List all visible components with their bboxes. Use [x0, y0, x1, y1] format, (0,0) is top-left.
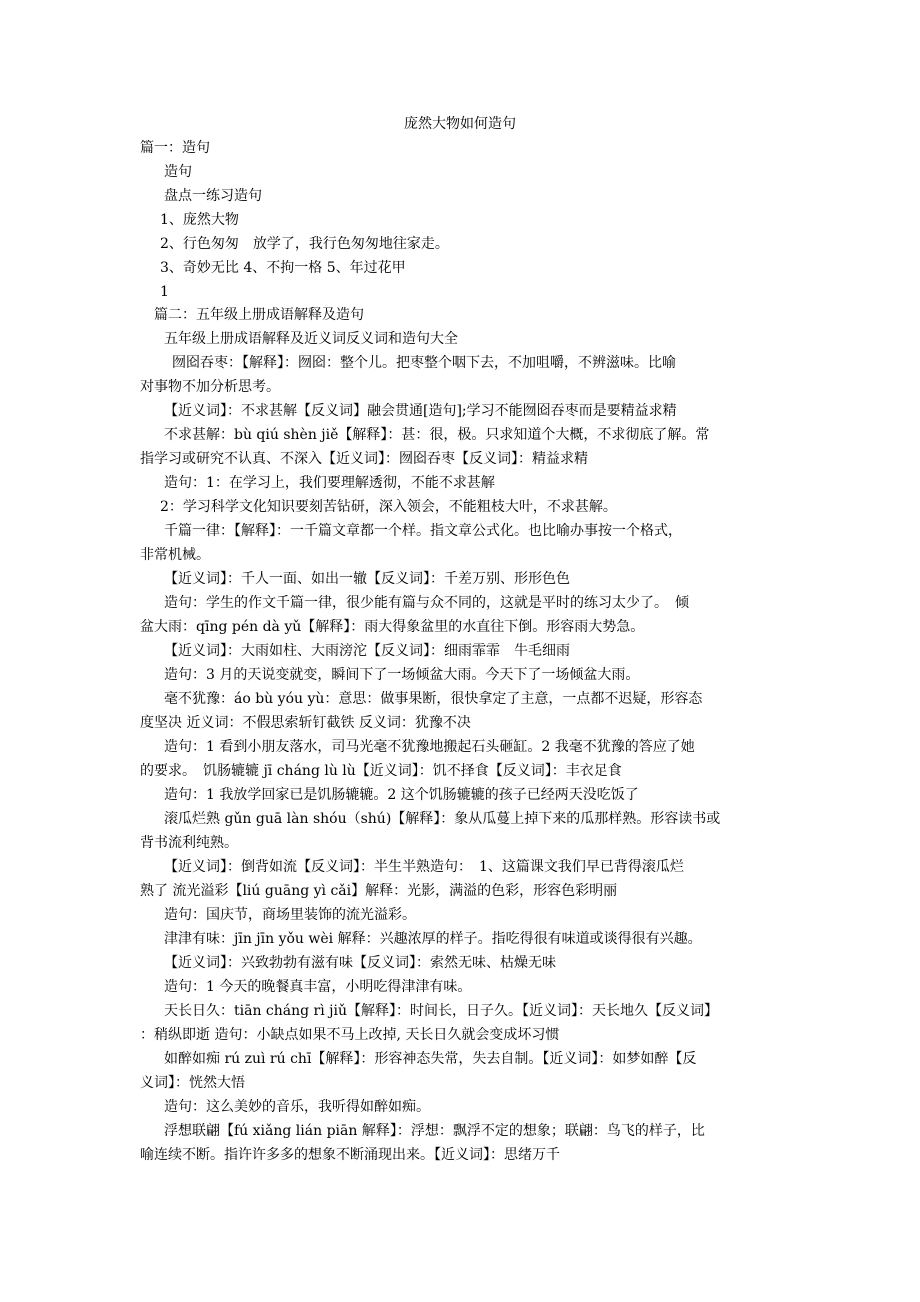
text-line: 造句：国庆节，商场里装饰的流光溢彩。	[164, 907, 416, 923]
text-line: 造句：3 月的天说变就变，瞬间下了一场倾盆大雨。今天下了一场倾盆大雨。	[164, 667, 640, 683]
text-line: 非常机械。	[140, 547, 210, 563]
text-line: 浮想联翩【fú xiǎng lián piān 解释】：浮想：飘浮不定的想象；联翩：鸟飞的样子，比	[164, 1123, 705, 1139]
text-line: 义词】：恍然大悟	[140, 1075, 245, 1091]
text-line: 2：学习科学文化知识要刻苦钻研，深入领会，不能粗枝大叶，不求甚解。	[160, 499, 617, 515]
text-line: 【近义词】：兴致勃勃有滋有味【反义词】：索然无味、枯燥无味	[164, 955, 556, 971]
text-line: 1、庞然大物	[160, 212, 239, 228]
text-line: 熟了 流光溢彩【liú guāng yì cǎi】解释：光影，满溢的色彩，形容色彩明丽	[140, 883, 618, 899]
text-line: 度坚决 近义词：不假思索斩钉截铁 反义词：犹豫不决	[140, 715, 471, 731]
text-line: 篇一：造句	[140, 140, 210, 156]
text-line: 3、奇妙无比 4、不拘一格 5、年过花甲	[160, 260, 406, 276]
text-line: 背书流利纯熟。	[140, 835, 238, 851]
text-line: 五年级上册成语解释及近义词反义词和造句大全	[164, 331, 458, 347]
text-line: 喻连续不断。指许许多多的想象不断涌现出来。【近义词】：思绪万千	[140, 1147, 560, 1163]
text-line: 造句：1 我放学回家已是饥肠辘辘。2 这个饥肠辘辘的孩子已经两天没吃饭了	[164, 787, 639, 803]
text-line: 如醉如痴 rú zuì rú chī【解释】：形容神态失常，失去自制。【近义词】：如梦如醉【反	[164, 1051, 697, 1067]
text-line: 【近义词】：大雨如柱、大雨滂沱【反义词】：细雨霏霏 牛毛细雨	[164, 643, 570, 659]
text-line: 2、行色匆匆 放学了，我行色匆匆地往家走。	[160, 236, 449, 252]
text-line: 造句：1：在学习上，我们要理解透彻，不能不求甚解	[164, 475, 495, 491]
text-line: 造句：学生的作文千篇一律，很少能有篇与众不同的，这就是平时的练习太少了。 倾	[164, 595, 689, 611]
text-line: 不求甚解：bù qiú shèn jiě【解释】：甚：很，极。只求知道个大概，不求彻底了解。常	[164, 427, 710, 443]
text-line: 【近义词】：倒背如流【反义词】：半生半熟造句： 1、这篇课文我们早已背得滚瓜烂	[164, 859, 684, 875]
text-line: 指学习或研究不认真、不深入【近义词】：囫囵吞枣【反义词】：精益求精	[140, 451, 588, 467]
text-line: 盘点一练习造句	[164, 188, 262, 204]
text-line: 盆大雨：qīng pén dà yǔ【解释】：雨大得象盆里的水直往下倒。形容雨大势急。	[140, 619, 645, 635]
text-line: 【近义词】：千人一面、如出一辙【反义词】：千差万别、形形色色	[164, 571, 570, 587]
text-line: 造句：这么美妙的音乐，我听得如醉如痴。	[164, 1099, 430, 1115]
text-line: 滚瓜烂熟 gǔn guā làn shóu（shú)【解释】：象从瓜蔓上掉下来的瓜那样熟。形容读书或	[164, 811, 721, 827]
text-line: 对事物不加分析思考。	[140, 379, 280, 395]
text-line: 津津有味：jīn jīn yǒu wèi 解释：兴趣浓厚的样子。指吃得很有味道或谈得很有兴趣。	[164, 931, 702, 947]
document-title: 庞然大物如何造句	[404, 116, 516, 132]
text-line: 1	[160, 284, 169, 300]
text-line: 造句：1 看到小朋友落水，司马光毫不犹豫地搬起石头砸缸。2 我毫不犹豫的答应了她	[164, 739, 695, 755]
text-line: 【近义词】：不求甚解【反义词】融会贯通[造句];学习不能囫囵吞枣而是要精益求精	[164, 403, 677, 419]
text-line: 造句：1 今天的晚餐真丰富，小明吃得津津有味。	[164, 979, 472, 995]
text-line: 千篇一律：【解释】：一千篇文章都一个样。指文章公式化。也比喻办事按一个格式，	[164, 523, 682, 539]
text-line: 囫囵吞枣：【解释】：囫囵：整个儿。把枣整个咽下去，不加咀嚼，不辨滋味。比喻	[172, 355, 676, 371]
text-line: 造句	[164, 164, 192, 180]
text-line: 的要求。 饥肠辘辘 jī cháng lù lù【近义词】：饥不择食【反义词】：丰衣足食	[140, 763, 622, 779]
text-line: 毫不犹豫：áo bù yóu yù：意思：做事果断，很快拿定了主意，一点都不迟疑，形容态	[164, 691, 703, 707]
text-line: 天长日久：tiān cháng rì jiǔ【解释】：时间长，日子久。【近义词】：天长地久【反义词】	[164, 1003, 719, 1019]
text-line: 篇二：五年级上册成语解释及造句	[154, 307, 364, 323]
text-line: ：稍纵即逝 造句：小缺点如果不马上改掉, 天长日久就会变成坏习惯	[140, 1027, 560, 1043]
